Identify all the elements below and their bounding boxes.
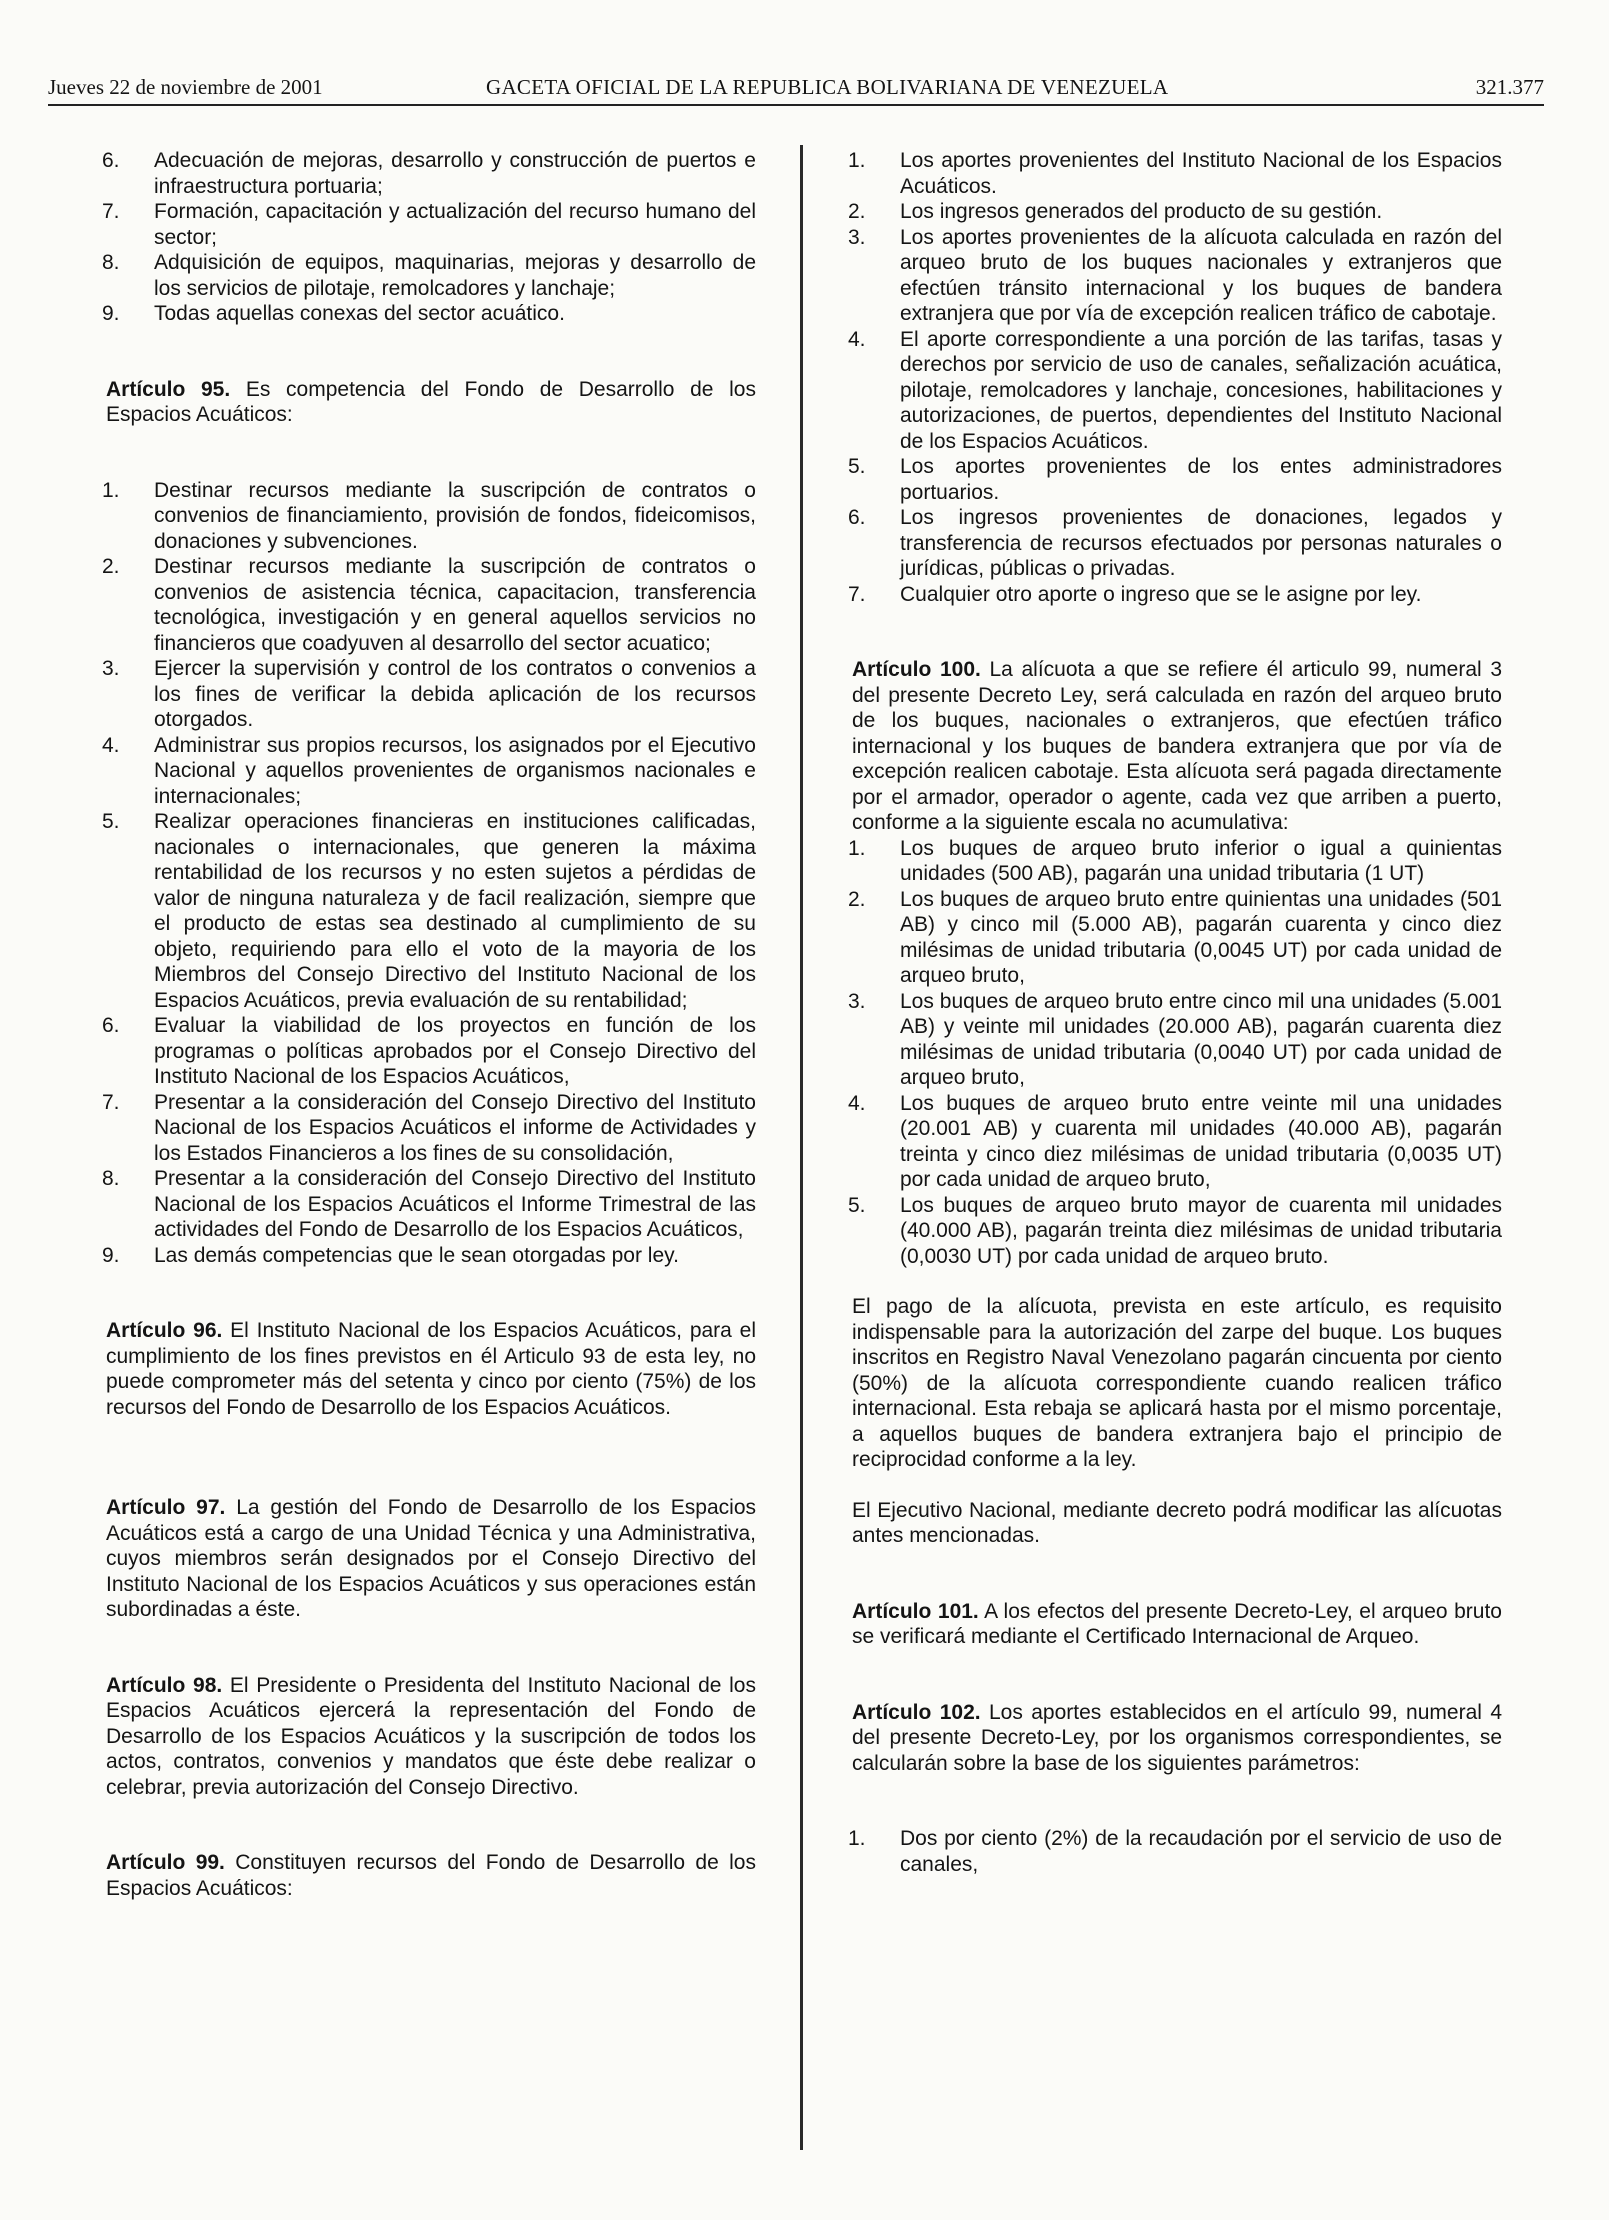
list-item bbox=[848, 989, 1502, 1091]
article-95-label: Artículo 95. bbox=[106, 377, 231, 401]
article-101-label: Artículo 101. bbox=[852, 1599, 979, 1623]
item-text: Realizar operaciones financieras en instituciones calificadas, nacionales o internacionales, que generen la máxima rentabilidad de los recursos y no esten sujetos a pérdidas de valor de ninguna naturaleza y de facil realización, siempre que el producto de estas sea destinado al cumplimiento de su objeto, requiriendo para ello el voto de la mayoria de los Miembros del Consejo Directivo del Instituto Nacional de los Espacios Acuáticos, previa evaluación de su rentabilidad; bbox=[154, 810, 756, 1012]
article-99-text: Constituyen recursos del Fondo de Desarrollo de los Espacios Acuáticos: bbox=[106, 1851, 756, 1900]
item-text: Las demás competencias que le sean otorgadas por ley. bbox=[154, 1243, 679, 1267]
list-item bbox=[848, 1091, 1502, 1193]
item-text: Los aportes provenientes del Instituto Nacional de los Espacios Acuáticos. bbox=[900, 149, 1502, 198]
item-number: 5. bbox=[848, 455, 866, 478]
article-102-items bbox=[848, 1826, 1502, 1877]
article-95-text: Es competencia del Fondo de Desarrollo de los Espacios Acuáticos: bbox=[106, 377, 756, 426]
item-text: Destinar recursos mediante la suscripción de contratos o convenios de financiamiento, provisión de fondos, fideicomisos, donaciones y subvenciones. bbox=[154, 478, 756, 553]
right-column bbox=[848, 148, 1503, 1877]
list-item bbox=[848, 148, 1502, 199]
item-number: 1. bbox=[848, 149, 866, 172]
item-number: 6. bbox=[848, 506, 866, 529]
item-text: Los buques de arqueo bruto entre quinientas una unidades (501 AB) y cinco mil (5.000 AB), pagarán cuarenta y cinco diez milésimas de unidad tributaria (0,0045 UT) por cada unidad de arqueo bruto, bbox=[900, 887, 1502, 987]
article-98-label: Artículo 98. bbox=[106, 1673, 223, 1697]
item-number: 2. bbox=[848, 887, 866, 911]
item-text: Evaluar la viabilidad de los proyectos en función de los programas o políticas aprobados por el Consejo Directivo del Instituto Nacional de los Espacios Acuáticos, bbox=[154, 1014, 756, 1088]
item-number: 8. bbox=[102, 251, 120, 274]
item-text: El aporte correspondiente a una porción de las tarifas, tasas y derechos por servicio de uso de canales, señalización acuática, pilotaje, remolcadores y lanchaje, concesiones, habilitaciones y autorizaciones, de puertos, dependientes del Instituto Nacional de los Espacios Acuáticos. bbox=[900, 327, 1502, 453]
article-97 bbox=[106, 1495, 756, 1623]
item-text: Todas aquellas conexas del sector acuático. bbox=[154, 302, 565, 325]
list-item bbox=[102, 809, 756, 1013]
article-100-items bbox=[848, 836, 1502, 1270]
item-text: Los ingresos generados del producto de su gestión. bbox=[900, 200, 1383, 223]
item-text: Los buques de arqueo bruto mayor de cuarenta mil unidades (40.000 AB), pagarán treinta diez milésimas de unidad tributaria (0,0030 UT) por cada unidad de arqueo bruto. bbox=[900, 1193, 1502, 1268]
list-item bbox=[848, 582, 1502, 608]
article-98-text: El Presidente o Presidenta del Instituto Nacional de los Espacios Acuáticos ejercerá la representación del Fondo de Desarrollo de los Espacios Acuáticos y la suscripción de todos los actos, contratos, convenios y mandatos que éste debe realizar o celebrar, previa autorización del Consejo Directivo. bbox=[106, 1673, 756, 1799]
list-item bbox=[102, 1243, 756, 1269]
article-102-text: Los aportes establecidos en el artículo 99, numeral 4 del presente Decreto-Ley, por los organismos correspondientes, se calcularán sobre la base de los siguientes parámetros: bbox=[852, 1700, 1502, 1775]
article-100-paragraph-3: El Ejecutivo Nacional, mediante decreto podrá modificar las alícuotas antes mencionadas. bbox=[852, 1498, 1502, 1547]
list-item bbox=[102, 554, 756, 656]
article-100 bbox=[852, 657, 1502, 836]
item-text: Cualquier otro aporte o ingreso que se le asigne por ley. bbox=[900, 582, 1422, 606]
item-text: Los buques de arqueo bruto entre veinte mil una unidades (20.001 AB) y cuarenta mil unidades (40.000 AB), pagarán treinta y cinco diez milésimas de unidad tributaria (0,0035 UT) por cada unidad de arqueo bruto, bbox=[900, 1091, 1502, 1191]
item-number: 1. bbox=[848, 836, 866, 860]
item-number: 1. bbox=[848, 1827, 866, 1850]
list-item bbox=[848, 836, 1502, 887]
article-99-label: Artículo 99. bbox=[106, 1851, 225, 1874]
list-item bbox=[848, 327, 1502, 455]
item-text: Los aportes provenientes de los entes administradores portuarios. bbox=[900, 455, 1502, 504]
article-102-label: Artículo 102. bbox=[852, 1700, 981, 1724]
header-date: Jueves 22 de noviembre de 2001 bbox=[48, 75, 323, 99]
item-text: Los aportes provenientes de la alícuota calculada en razón del arqueo bruto de los buques nacionales y extranjeros que efectúen tránsito internacional y los buques de bandera extranjera que por vía de excepción realicen tráfico de cabotaje. bbox=[900, 225, 1502, 325]
item-text: Ejercer la supervisión y control de los contratos o convenios a los fines de verificar la debida aplicación de los recursos otorgados. bbox=[154, 657, 756, 731]
left-column bbox=[102, 148, 756, 1901]
list-item bbox=[102, 148, 756, 199]
article-96 bbox=[106, 1318, 756, 1420]
item-text: Administrar sus propios recursos, los asignados por el Ejecutivo Nacional y aquellos provenientes de organismos nacionales e internacionales; bbox=[154, 733, 756, 808]
list-item bbox=[102, 1166, 756, 1243]
article-101 bbox=[852, 1599, 1502, 1650]
item-number: 5. bbox=[848, 1193, 866, 1217]
article-99-items bbox=[848, 148, 1502, 607]
article-97-text: La gestión del Fondo de Desarrollo de los Espacios Acuáticos está a cargo de una Unidad Técnica y una Administrativa, cuyos miembros serán designados por el Consejo Directivo del Instituto Nacional de los Espacios Acuáticos y sus operaciones están subordinadas a éste. bbox=[106, 1496, 756, 1621]
item-text: Destinar recursos mediante la suscripción de contratos o convenios de asistencia técnica, capacitacion, transferencia tecnológica, investigación y en general aquellos servicios no financieros que coadyuven al desarrollo del sector acuatico; bbox=[154, 555, 756, 655]
item-number: 3. bbox=[848, 989, 866, 1013]
item-text: Presentar a la consideración del Consejo Directivo del Instituto Nacional de los Espacios Acuáticos el informe de Actividades y los Estados Financieros a los fines de su consolidación, bbox=[154, 1090, 756, 1165]
list-item bbox=[848, 887, 1502, 989]
header-gazette-title: GACETA OFICIAL DE LA REPUBLICA BOLIVARIANA DE VENEZUELA bbox=[486, 75, 1169, 99]
article-100-text: La alícuota a que se refiere él articulo 99, numeral 3 del presente Decreto Ley, será calculada en razón del arqueo bruto de los buques, nacionales o extranjeros, que efectúen tráfico internacional y los buques de bandera extranjera que por vía de excepción realicen cabotaje. Esta alícuota será pagada directamente por el armador, operador o agente, cada vez que arriben a puerto, conforme a la siguiente escala no acumulativa: bbox=[852, 658, 1503, 834]
item-text: Adecuación de mejoras, desarrollo y construcción de puertos e infraestructura portuaria; bbox=[154, 149, 756, 198]
article-94-items-continued bbox=[102, 148, 756, 327]
item-text: Los buques de arqueo bruto entre cinco mil una unidades (5.001 AB) y veinte mil unidades (20.000 AB), pagarán cuarenta diez milésimas de unidad tributaria (0,0040 UT) por cada unidad de arqueo bruto, bbox=[900, 989, 1502, 1089]
article-95-items bbox=[102, 478, 756, 1269]
list-item bbox=[848, 1826, 1502, 1877]
item-number: 7. bbox=[848, 582, 866, 606]
article-101-text: A los efectos del presente Decreto-Ley, el arqueo bruto se verificará mediante el Certificado Internacional de Arqueo. bbox=[852, 1599, 1502, 1648]
list-item bbox=[848, 454, 1502, 505]
item-number: 7. bbox=[102, 200, 120, 223]
item-number: 5. bbox=[102, 810, 120, 833]
item-number: 8. bbox=[102, 1167, 120, 1190]
article-100-paragraph-2: El pago de la alícuota, prevista en este artículo, es requisito indispensable para la autorización del zarpe del buque. Los buques inscritos en Registro Naval Venezolano pagarán cincuenta por ciento (50%) de la alícuota correspondiente cuando realicen tráfico internacional. Esta rebaja se aplicará hasta por el mismo porcentaje, a aquellos buques de bandera extranjera bajo el principio de reciprocidad conforme a la ley. bbox=[852, 1295, 1502, 1471]
item-text: Formación, capacitación y actualización del recurso humano del sector; bbox=[154, 200, 756, 249]
item-number: 2. bbox=[848, 200, 866, 223]
article-98 bbox=[106, 1673, 756, 1801]
item-number: 1. bbox=[102, 478, 120, 502]
list-item bbox=[848, 225, 1502, 327]
page-header bbox=[48, 70, 1544, 106]
item-number: 9. bbox=[102, 302, 120, 325]
list-item bbox=[102, 478, 756, 555]
item-number: 7. bbox=[102, 1090, 120, 1114]
article-100-label: Artículo 100. bbox=[852, 658, 981, 681]
list-item bbox=[102, 250, 756, 301]
list-item bbox=[848, 1193, 1502, 1270]
header-page-number: 321.377 bbox=[1475, 75, 1544, 99]
list-item bbox=[102, 301, 756, 327]
item-number: 4. bbox=[848, 1091, 866, 1115]
list-item bbox=[848, 199, 1502, 225]
list-item bbox=[102, 733, 756, 810]
item-number: 6. bbox=[102, 1014, 120, 1037]
item-text: Los ingresos provenientes de donaciones, legados y transferencia de recursos efectuados por personas naturales o jurídicas, públicas o privadas. bbox=[900, 506, 1502, 580]
item-text: Dos por ciento (2%) de la recaudación por el servicio de uso de canales, bbox=[900, 1827, 1502, 1876]
item-text: Los buques de arqueo bruto inferior o igual a quinientas unidades (500 AB), pagarán una unidad tributaria (1 UT) bbox=[900, 836, 1502, 885]
item-number: 4. bbox=[848, 327, 866, 351]
item-text: Presentar a la consideración del Consejo Directivo del Instituto Nacional de los Espacios Acuáticos el Informe Trimestral de las actividades del Fondo de Desarrollo de los Espacios Acuáticos, bbox=[154, 1167, 756, 1241]
article-99 bbox=[106, 1850, 756, 1901]
list-item bbox=[102, 1090, 756, 1167]
article-102 bbox=[852, 1700, 1502, 1777]
article-95-intro bbox=[106, 377, 756, 428]
item-number: 9. bbox=[102, 1243, 120, 1267]
column-divider bbox=[800, 145, 803, 2150]
list-item bbox=[102, 1013, 756, 1090]
list-item bbox=[102, 199, 756, 250]
item-number: 3. bbox=[102, 657, 120, 680]
item-number: 2. bbox=[102, 555, 120, 578]
article-96-text: El Instituto Nacional de los Espacios Acuáticos, para el cumplimiento de los fines previstos en él Articulo 93 de esta ley, no puede comprometer más del setenta y cinco por ciento (75%) de los recursos del Fondo de Desarrollo de los Espacios Acuáticos. bbox=[106, 1319, 756, 1419]
list-item bbox=[102, 656, 756, 733]
item-number: 3. bbox=[848, 225, 866, 249]
item-number: 4. bbox=[102, 733, 120, 757]
item-text: Adquisición de equipos, maquinarias, mejoras y desarrollo de los servicios de pilotaje, remolcadores y lanchaje; bbox=[154, 251, 756, 300]
article-96-label: Artículo 96. bbox=[106, 1319, 223, 1342]
list-item bbox=[848, 505, 1502, 582]
article-97-label: Artículo 97. bbox=[106, 1496, 226, 1519]
item-number: 6. bbox=[102, 149, 120, 172]
